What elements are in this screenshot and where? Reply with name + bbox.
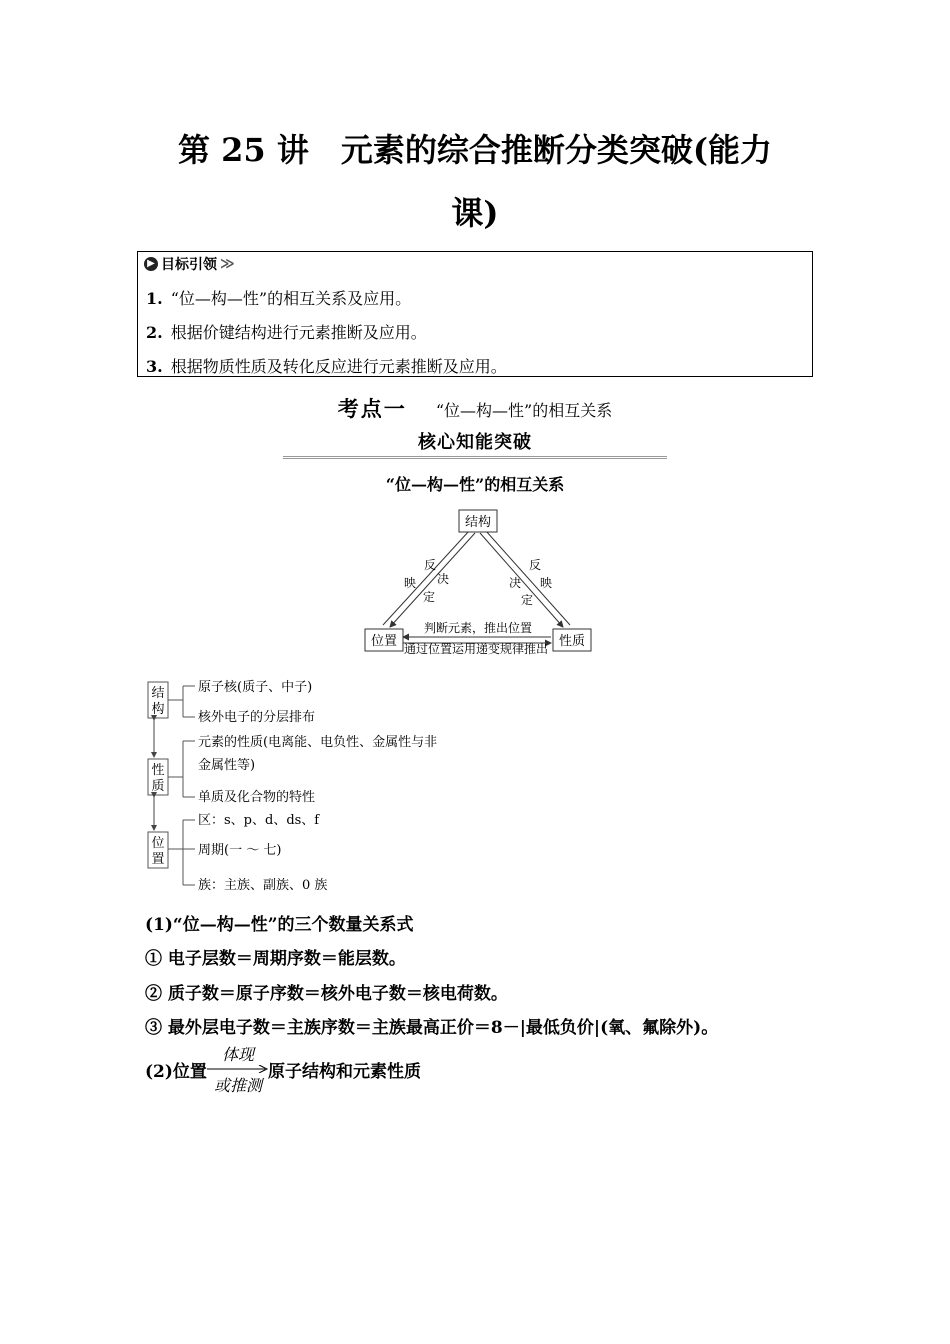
- play-icon: ▶: [144, 257, 158, 271]
- goal-text: 根据物质性质及转化反应进行元素推断及应用。: [170, 357, 507, 376]
- kaodian-label: 考点一: [337, 397, 407, 421]
- left-inner-label-1: 决: [437, 572, 450, 586]
- right-outer-label-1: 反: [529, 558, 542, 572]
- goals-header-label: 目标引领: [161, 257, 217, 273]
- right-arrow-icon: [207, 1065, 269, 1073]
- tree-node-position-char-1: 位: [151, 836, 165, 851]
- triangle-diagram: [355, 505, 600, 655]
- arrow-bottom-label: 或推测: [213, 1076, 262, 1095]
- right-inner-label-1: 决: [509, 576, 522, 590]
- node-position: 位置: [370, 634, 398, 649]
- tree-node-structure-char-2: 构: [151, 702, 165, 717]
- core-section-title: 核心知能突破: [418, 432, 532, 453]
- goal-item: [146, 286, 411, 309]
- left-outer-label-1: 反: [424, 558, 437, 572]
- paragraph-relation-2: ② 质子数＝原子序数＝核外电子数＝核电荷数。: [145, 984, 508, 1004]
- paragraph-position-prefix: (2)位置: [145, 1062, 207, 1082]
- right-outer-label-2: 映: [540, 576, 553, 590]
- goal-number: 2.: [146, 323, 163, 342]
- bottom-bottom-label: 通过位置运用递变规律推出: [403, 642, 549, 655]
- goal-text: “位—构—性”的相互关系及应用。: [170, 289, 412, 308]
- paragraph-relation-3: ③ 最外层电子数＝主族序数＝主族最高正价＝8－|最低负价|(氧、氟除外)。: [145, 1018, 719, 1038]
- arrow-fraction: [207, 1042, 269, 1096]
- right-inner-label-2: 定: [521, 593, 534, 607]
- goals-header: [144, 254, 235, 274]
- tree-diagram: [145, 677, 485, 897]
- arrow-top-label: 体现: [221, 1045, 254, 1064]
- page-title-line2: 课): [451, 194, 499, 232]
- bottom-top-label: 判断元素，推出位置: [423, 621, 533, 635]
- tree-branch-text: 单质及化合物的特性: [198, 790, 316, 805]
- goal-number: 1.: [146, 289, 163, 308]
- paragraph-relations-heading: (1)“位—构—性”的三个数量关系式: [145, 915, 414, 935]
- section-heading: [0, 393, 950, 423]
- tree-node-property-char-2: 质: [151, 779, 165, 794]
- tree-branch-text: 原子核(质子、中子): [198, 680, 313, 695]
- double-chevron-icon: ≫: [220, 256, 235, 272]
- kaodian-title: “位—构—性”的相互关系: [435, 401, 613, 420]
- tree-branch-text: 金属性等): [198, 758, 256, 773]
- tree-branch-text: 元素的性质(电离能、电负性、金属性与非: [198, 735, 438, 750]
- left-side-arrow: [390, 533, 475, 627]
- tree-node-structure-char-1: 结: [151, 686, 165, 701]
- tree-branch-text: 核外电子的分层排布: [198, 710, 316, 725]
- paragraph-relation-1: ① 电子层数＝周期序数＝能层数。: [145, 949, 406, 969]
- tree-branch-text: 周期(一 ～ 七): [198, 843, 282, 858]
- tree-node-property-char-1: 性: [151, 763, 165, 778]
- tree-node-position-char-2: 置: [151, 852, 165, 867]
- left-outer-label-2: 映: [404, 576, 417, 590]
- tree-branch-text: 区：s、p、d、ds、f: [198, 813, 320, 828]
- goal-item: [146, 354, 507, 377]
- tree-bracket: [168, 741, 195, 797]
- left-side-line: [383, 531, 469, 625]
- tree-bracket: [168, 686, 195, 717]
- diagram-title: “位—构—性”的相互关系: [385, 475, 565, 494]
- tree-branch-text: 族：主族、副族、0 族: [198, 878, 328, 893]
- goal-item: [146, 320, 427, 343]
- left-inner-label-2: 定: [423, 590, 436, 604]
- goal-text: 根据价键结构进行元素推断及应用。: [170, 323, 427, 342]
- right-side-line: [486, 531, 570, 625]
- tree-bracket: [168, 820, 195, 885]
- node-property: 性质: [558, 634, 586, 649]
- page-title-line1: 第 25 讲 元素的综合推断分类突破(能力: [178, 131, 772, 169]
- node-structure: 结构: [464, 515, 492, 530]
- divider: [283, 456, 667, 459]
- goal-number: 3.: [146, 357, 163, 376]
- paragraph-position-suffix: 原子结构和元素性质: [268, 1062, 421, 1082]
- goals-box: [137, 251, 813, 377]
